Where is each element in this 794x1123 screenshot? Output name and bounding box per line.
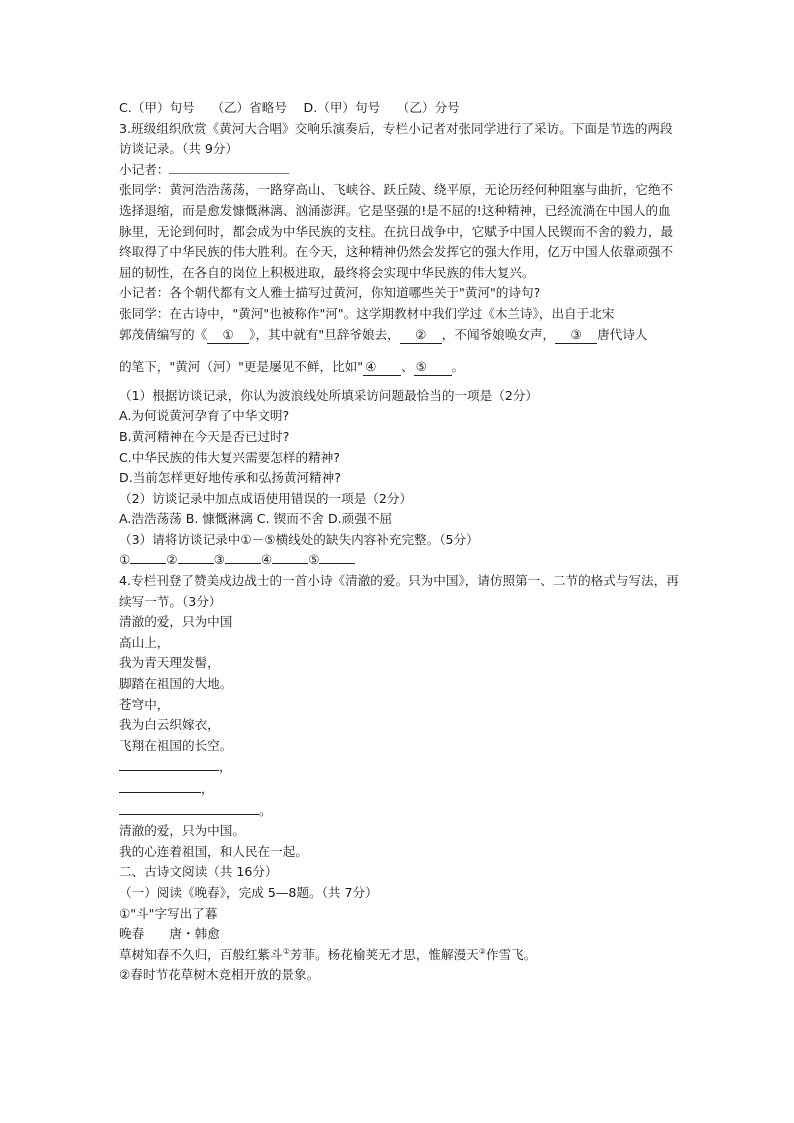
reporter-question-2: 小记者：各个朝代都有文人雅士描写过黄河，你知道哪些关于"黄河"的诗句? <box>119 285 541 301</box>
sub3-answer-slots <box>119 550 679 571</box>
write-line-2 <box>119 778 679 800</box>
reporter-question-line <box>119 160 679 181</box>
answer-slot-1[interactable] <box>130 551 166 564</box>
fill-blank-1[interactable]: ① <box>207 327 249 344</box>
question-4-title: 4.专栏刊登了赞美戍边战士的一首小诗《清澈的爱。只为中国》，请仿照第一、二节的格式与写法，再续写一节。（3分） <box>119 573 679 609</box>
zhang-answer-2-line-c <box>119 357 679 378</box>
text-segment: 作雪飞。 <box>485 946 537 962</box>
punct: 。 <box>259 802 272 818</box>
sub1-option-d: D.当前怎样更好地传承和弘扬黄河精神? <box>119 470 341 486</box>
text-segment: 。 <box>451 359 465 375</box>
write-blank-2[interactable] <box>119 778 201 793</box>
slot-label-1: ① <box>119 552 131 568</box>
text-segment: ，不闻爷娘唤女声， <box>441 326 556 342</box>
zhang-answer-1: 张同学：黄河浩浩荡荡，一路穿高山、飞峡谷、跃丘陵、绕平原，无论历经何种阻塞与曲折，它绝不选择退缩，而是愈发慷慨淋漓、汹涌澎湃。它是坚强的!是不屈的!这种精神，已经流淌在中国人的血脉里，无论到何时，都会成为中华民族的支柱。在抗日战争中，它赋予中国人民锲而不舍的毅力，最终取得了中华民族的伟大胜利。在今天，这种精神仍然会发挥它的强大作用，亿万中国人依靠顽强不屈的韧性，在各自的岗位上积极进取，最终将会实现中华民族的伟大复兴。 <box>119 182 674 280</box>
sub1-option-b: B.黄河精神在今天是否已过时? <box>119 428 290 444</box>
zhang-answer-2-line-b <box>119 325 679 346</box>
wavy-answer-blank[interactable] <box>169 163 289 174</box>
sub-question-2: （2）访谈记录中加点成语使用错误的一项是（2分） <box>119 490 413 506</box>
document-content <box>119 98 679 986</box>
answer-slot-5[interactable] <box>319 551 355 564</box>
poem-line-4: 脚踏在祖国的大地。 <box>119 676 233 692</box>
fill-blank-5[interactable]: ⑤ <box>414 359 452 376</box>
fill-blank-2[interactable]: ② <box>400 327 442 344</box>
sub-question-3: （3）请将访谈记录中①－⑤横线处的缺失内容补充完整。（5分） <box>119 531 479 547</box>
section-2-part-1: （一）阅读《晚春》，完成 5—8题。（共 7分） <box>119 884 378 900</box>
slot-label-4: ④ <box>260 552 273 568</box>
answer-slot-4[interactable] <box>272 551 308 564</box>
sub1-option-c: C.中华民族的伟大复兴需要怎样的精神? <box>119 449 340 465</box>
write-line-3 <box>119 800 679 822</box>
text-segment: 唐代诗人 <box>597 326 648 342</box>
footnote-marker-2: ② <box>478 946 486 956</box>
poem-line-2: 高山上， <box>119 634 170 650</box>
poem-line-6: 我为白云织嫁衣， <box>119 717 220 733</box>
section-2-title: 二、古诗文阅读（共 16分） <box>119 864 278 880</box>
option-line-cd: C.（甲）句号 （乙）省略号 D.（甲）句号 （乙）分号 <box>119 100 460 115</box>
sub2-options: A.浩浩荡荡 B. 慷慨淋漓 C. 锲而不舍 D.顽强不屈 <box>119 511 393 527</box>
poem-title-author: 晚春 唐・韩愈 <box>119 926 220 942</box>
answer-slot-2[interactable] <box>178 551 214 564</box>
poem-line-7: 飞翔在祖国的长空。 <box>119 737 233 753</box>
zhang-answer-2-line-a: 张同学：在古诗中，"黄河"也被称作"河"。这学期教材中我们学过《木兰诗》，出自于北宋 <box>119 305 615 321</box>
slot-label-3: ③ <box>213 552 225 568</box>
text-segment: 芳菲。杨花榆荚无才思，惟解漫天 <box>289 946 479 962</box>
write-blank-3[interactable] <box>119 800 259 815</box>
poem-text <box>119 945 679 966</box>
poem-line-5: 苍穹中， <box>119 696 170 712</box>
footnote-marker-1: ① <box>282 946 290 956</box>
poem-end-line-1: 清澈的爱，只为中国。 <box>119 823 245 839</box>
punct: ， <box>201 781 214 796</box>
slot-label-2: ② <box>166 552 178 568</box>
footnote-1: ①"斗"字写出了暮 <box>119 905 218 921</box>
fill-blank-3[interactable]: ③ <box>555 327 597 344</box>
text-segment: 、 <box>401 359 414 375</box>
text-segment: 草树知春不久归，百般红紫斗 <box>119 946 283 962</box>
slot-label-5: ⑤ <box>308 552 320 568</box>
text-segment: 》，其中就有"旦辞爷娘去， <box>249 326 400 342</box>
poem-line-3: 我为青天理发髻， <box>119 655 220 671</box>
write-blank-1[interactable] <box>119 756 219 771</box>
text-segment: 郭茂倩编写的《 <box>119 326 208 342</box>
punct: ， <box>219 759 232 775</box>
text-segment: 的笔下，"黄河（河）"更是屡见不鲜，比如" <box>119 359 364 375</box>
question-3-title: 3.班级组织欣赏《黄河大合唱》交响乐演奏后，专栏小记者对张同学进行了采访。下面是节选的两段访谈记录。（共 9分） <box>119 120 673 157</box>
poem-line-1: 清澈的爱，只为中国 <box>119 614 233 630</box>
fill-blank-4[interactable]: ④ <box>363 359 401 376</box>
sub1-option-a: A.为何说黄河孕育了中华文明? <box>119 408 290 424</box>
footnote-2: ②春时节花草树木竞相开放的景象。 <box>119 967 320 983</box>
answer-slot-3[interactable] <box>225 551 261 564</box>
reporter-label: 小记者： <box>119 161 170 177</box>
poem-end-line-2: 我的心连着祖国，和人民在一起。 <box>119 843 308 859</box>
write-line-1 <box>119 756 679 778</box>
sub-question-1: （1）根据访谈记录，你认为波浪线处所填采访问题最恰当的一项是（2分） <box>119 387 539 403</box>
